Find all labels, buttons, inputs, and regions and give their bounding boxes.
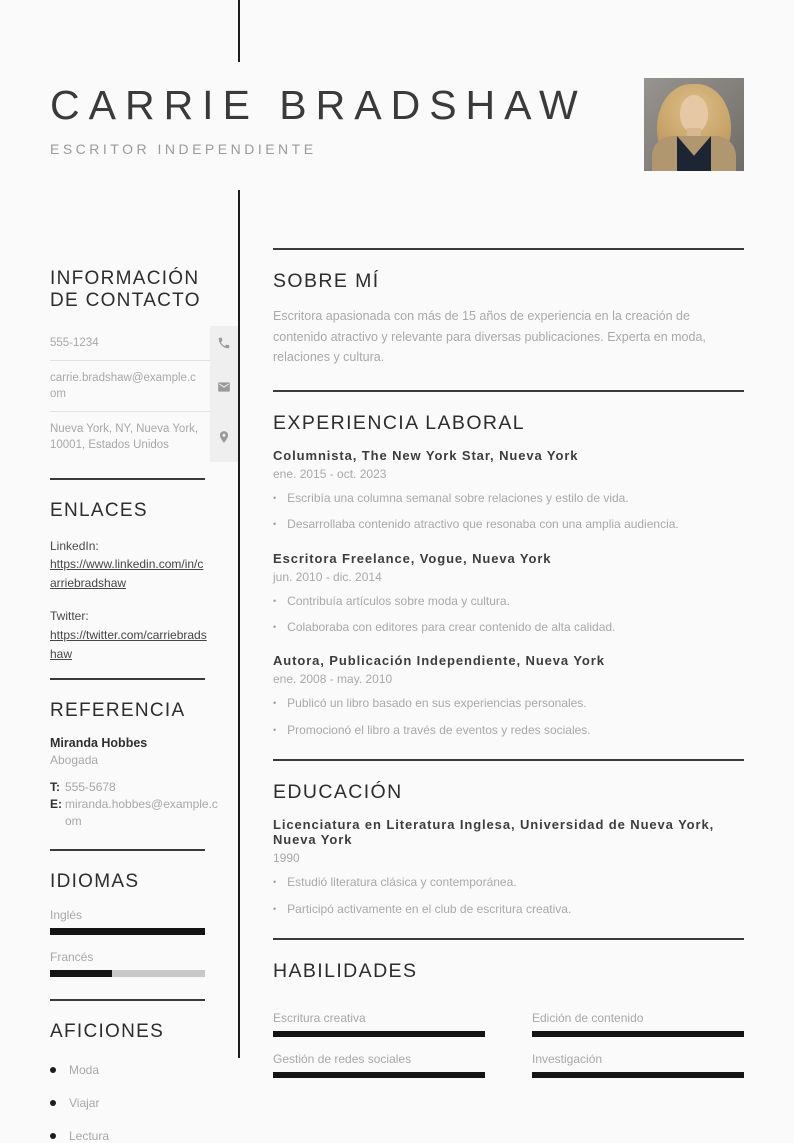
education-year: 1990 bbox=[273, 851, 300, 866]
photo-face-shape bbox=[680, 95, 708, 132]
job-bullet: • Promocionó el libro a través de eventos y redes sociales. bbox=[273, 722, 744, 739]
contact-heading: INFORMACIÓN DE CONTACTO bbox=[50, 268, 201, 312]
job-bullet: • Publicó un libro basado en sus experiencias personales. bbox=[273, 695, 744, 712]
links-heading: ENLACES bbox=[50, 500, 148, 522]
about-heading: SOBRE MÍ bbox=[273, 270, 380, 292]
language-name: Inglés bbox=[50, 908, 83, 923]
job-entry bbox=[273, 448, 744, 534]
education-degree: Licenciatura en Literatura Inglesa, Universidad de Nueva York, Nueva York bbox=[273, 817, 715, 848]
reference-section bbox=[50, 700, 238, 831]
skills-heading: HABILIDADES bbox=[273, 960, 418, 982]
hobby-item: Lectura bbox=[50, 1129, 238, 1143]
skill-item bbox=[532, 1011, 744, 1037]
job-dates: jun. 2010 - dic. 2014 bbox=[273, 569, 382, 584]
skill-name: Investigación bbox=[532, 1052, 603, 1066]
skill-name: Edición de contenido bbox=[532, 1011, 644, 1025]
contact-row-address bbox=[50, 412, 238, 462]
about-text: Escritora apasionada con más de 15 años de experiencia en la creación de contenido atractivo y relevante para diversas publicaciones. Experta en moda, relaciones y cultura. bbox=[273, 309, 706, 365]
reference-email-value: miranda.hobbes@example.com bbox=[65, 797, 218, 829]
contact-row-email bbox=[50, 361, 238, 412]
hobby-item: Viajar bbox=[50, 1096, 238, 1110]
twitter-label: Twitter: bbox=[50, 609, 89, 624]
skills-grid bbox=[273, 1011, 744, 1093]
hobbies-section bbox=[50, 1021, 238, 1142]
link-item-twitter bbox=[50, 607, 238, 663]
main-column bbox=[273, 248, 744, 1107]
job-entry bbox=[273, 653, 744, 739]
language-bar-fill bbox=[50, 928, 205, 935]
reference-phone-value: 555-5678 bbox=[65, 779, 116, 794]
job-title: Columnista, The New York Star, Nueva York bbox=[273, 447, 579, 463]
skill-bar-track bbox=[532, 1072, 744, 1078]
job-bullet: • Escribía una columna semanal sobre relaciones y estilo de vida. bbox=[273, 490, 744, 507]
languages-section bbox=[50, 871, 238, 977]
linkedin-label: LinkedIn: bbox=[50, 538, 99, 553]
skill-bar-track bbox=[273, 1072, 485, 1078]
contact-row-phone bbox=[50, 326, 238, 361]
skill-bar-fill bbox=[273, 1031, 485, 1037]
language-item-french bbox=[50, 950, 238, 977]
skill-name: Escritura creativa bbox=[273, 1011, 366, 1025]
skill-item bbox=[273, 1052, 485, 1078]
sidebar-divider bbox=[50, 849, 205, 851]
language-name: Francés bbox=[50, 950, 94, 965]
contact-list bbox=[50, 326, 238, 462]
education-bullet: • Estudió literatura clásica y contemporánea. bbox=[273, 874, 744, 891]
language-bar-fill bbox=[50, 970, 112, 977]
language-bar-track bbox=[50, 928, 205, 935]
education-heading: EDUCACIÓN bbox=[273, 781, 403, 804]
education-bullet: • Participó activamente en el club de escritura creativa. bbox=[273, 901, 744, 918]
language-bar-track bbox=[50, 970, 205, 977]
twitter-link[interactable]: https://twitter.com/carriebradshaw bbox=[50, 628, 207, 661]
phone-icon bbox=[210, 326, 238, 361]
job-dates: ene. 2008 - may. 2010 bbox=[273, 672, 393, 687]
reference-email-line bbox=[50, 796, 238, 831]
job-dates: ene. 2015 - oct. 2023 bbox=[273, 466, 387, 481]
phone-value: 555-1234 bbox=[50, 326, 210, 361]
sidebar bbox=[50, 268, 238, 1143]
sidebar-divider bbox=[50, 478, 205, 480]
hobbies-heading: AFICIONES bbox=[50, 1021, 165, 1043]
link-item-linkedin bbox=[50, 537, 238, 593]
hobby-item: Moda bbox=[50, 1063, 238, 1077]
reference-email-label: E: bbox=[50, 797, 62, 812]
skill-bar-fill bbox=[532, 1072, 744, 1078]
reference-phone-label: T: bbox=[50, 779, 60, 794]
skill-item bbox=[273, 1011, 485, 1037]
skill-bar-track bbox=[532, 1031, 744, 1037]
sidebar-divider bbox=[50, 678, 205, 680]
skill-bar-fill bbox=[273, 1072, 485, 1078]
section-divider bbox=[273, 248, 744, 250]
resume-header bbox=[50, 82, 587, 157]
candidate-name: CARRIE BRADSHAW bbox=[50, 82, 587, 128]
reference-heading: REFERENCIA bbox=[50, 700, 186, 722]
job-bullet: • Desarrollaba contenido atractivo que resonaba con una amplia audiencia. bbox=[273, 516, 744, 533]
skill-item bbox=[532, 1052, 744, 1078]
experience-heading: EXPERIENCIA LABORAL bbox=[273, 411, 526, 434]
section-divider bbox=[273, 938, 744, 940]
reference-role: Abogada bbox=[50, 752, 99, 767]
job-bullet: • Contribuía artículos sobre moda y cultura. bbox=[273, 593, 744, 610]
links-section bbox=[50, 500, 238, 663]
job-bullet: • Colaboraba con editores para crear contenido de alta calidad. bbox=[273, 619, 744, 636]
skill-name: Gestión de redes sociales bbox=[273, 1052, 412, 1066]
sidebar-divider bbox=[50, 999, 205, 1001]
skill-bar-fill bbox=[532, 1031, 744, 1037]
section-divider bbox=[273, 390, 744, 392]
location-icon bbox=[210, 412, 238, 462]
address-value: Nueva York, NY, Nueva York, 10001, Estados Unidos bbox=[50, 423, 199, 452]
languages-heading: IDIOMAS bbox=[50, 870, 140, 892]
job-entry bbox=[273, 551, 744, 637]
profile-photo bbox=[644, 78, 744, 171]
language-item-english bbox=[50, 908, 238, 935]
mail-icon bbox=[210, 361, 238, 412]
education-entry bbox=[273, 817, 744, 918]
job-title: Autora, Publicación Independiente, Nueva York bbox=[273, 653, 605, 669]
skill-bar-track bbox=[273, 1031, 485, 1037]
job-title: Escritora Freelance, Vogue, Nueva York bbox=[273, 550, 552, 566]
column-divider-line bbox=[238, 190, 240, 1058]
section-divider bbox=[273, 759, 744, 761]
candidate-job-title: ESCRITOR INDEPENDIENTE bbox=[50, 141, 317, 157]
linkedin-link[interactable]: https://www.linkedin.com/in/carriebradshaw bbox=[50, 557, 204, 590]
email-value: carrie.bradshaw@example.com bbox=[50, 361, 210, 412]
reference-phone-line bbox=[50, 779, 238, 796]
reference-name: Miranda Hobbes bbox=[50, 735, 148, 750]
top-accent-line bbox=[238, 0, 240, 62]
